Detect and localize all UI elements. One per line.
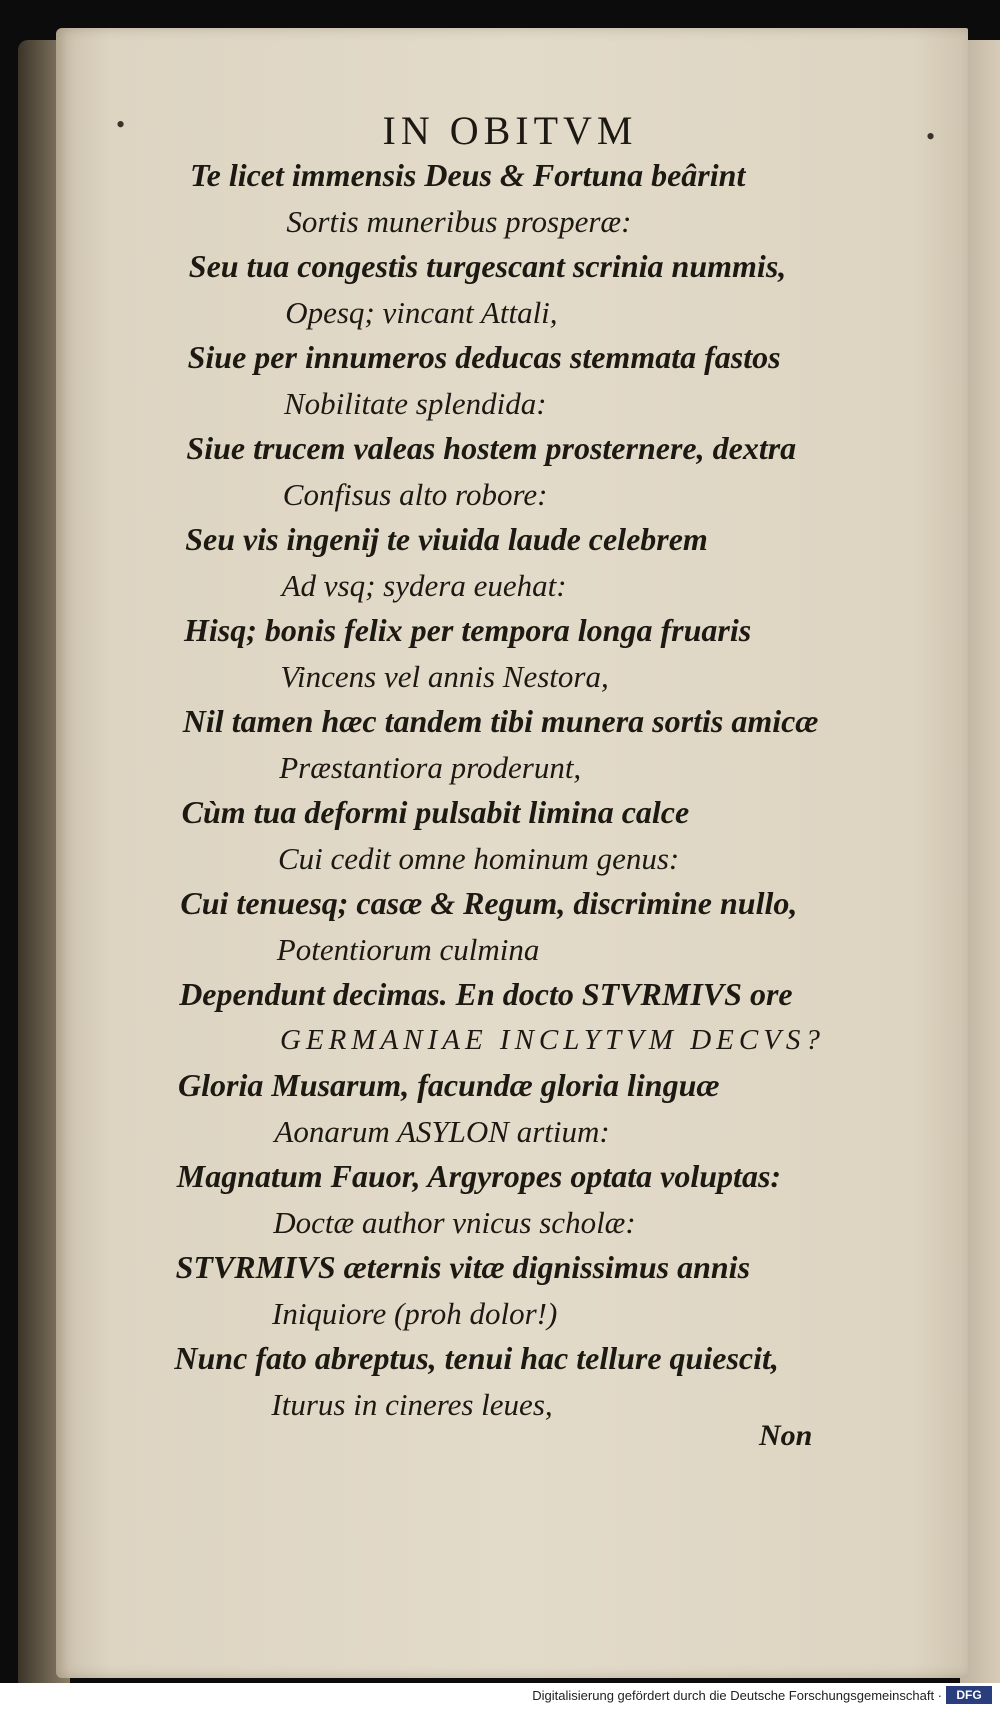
verse-line: Seu vis ingenij te viuida laude celebrem (185, 521, 708, 557)
verse-line: Iturus in cineres leues, (271, 1386, 553, 1422)
verse-line: Nunc fato abreptus, tenui hac tellure quiescit, (174, 1340, 779, 1376)
verse-line: Nil tamen hæc tandem tibi munera sortis amicæ (182, 703, 819, 739)
page-heading: IN OBITVM (382, 108, 638, 153)
verse-line: Te licet immensis Deus & Fortuna beârint (190, 157, 746, 193)
verse-line: Magnatum Fauor, Argyropes optata voluptas: (176, 1158, 782, 1194)
verse-line: Siue trucem valeas hostem prosternere, dextra (186, 430, 797, 466)
verse-line: Gloria Musarum, facundæ gloria linguæ (178, 1067, 720, 1103)
verse-line: Nobilitate splendida: (284, 385, 547, 421)
verse-line: Doctæ author vnicus scholæ: (273, 1204, 636, 1240)
verse-line: Cui cedit omne hominum genus: (278, 840, 680, 876)
show-through-text (880, 110, 960, 1430)
catchword: Non (759, 1419, 813, 1452)
verse-line: Seu tua congestis turgescant scrinia nummis, (188, 248, 787, 284)
verse-line: Iniquiore (proh dolor!) (272, 1295, 558, 1331)
dfg-logo: DFG (946, 1686, 992, 1704)
verse-line: Vincens vel annis Nestora, (280, 658, 609, 694)
verse-line: STVRMIVS æternis vitæ dignissimus annis (175, 1249, 751, 1285)
verse-line: Præstantiora proderunt, (279, 749, 582, 785)
verse-line: Dependunt decimas. En docto STVRMIVS ore (179, 976, 793, 1012)
digitization-credit: Digitalisierung gefördert durch die Deutsche Forschungsgemeinschaft · (532, 1688, 942, 1703)
verse-line: Confisus alto robore: (282, 476, 548, 512)
verse-line: Ad vsq; sydera euehat: (281, 567, 567, 603)
verse-line: Sortis muneribus prosperæ: (286, 203, 632, 239)
verse-line: GERMANIAE INCLYTVM DECVS? (280, 1023, 825, 1056)
verse-line: Aonarum ASYLON artium: (274, 1113, 610, 1149)
verse-line: Potentiorum culmina (276, 931, 540, 967)
verse-line: Cùm tua deformi pulsabit limina calce (181, 794, 690, 830)
verse-line: Hisq; bonis felix per tempora longa fruaris (184, 612, 752, 648)
verse-line: Opesq; vincant Attali, (285, 294, 558, 330)
page-mark-left: • (116, 110, 126, 139)
verse-line: Siue per innumeros deducas stemmata fastos (187, 339, 781, 375)
verse-line: Cui tenuesq; casæ & Regum, discrimine nullo, (180, 885, 798, 921)
page-mark-right: • (926, 122, 936, 151)
